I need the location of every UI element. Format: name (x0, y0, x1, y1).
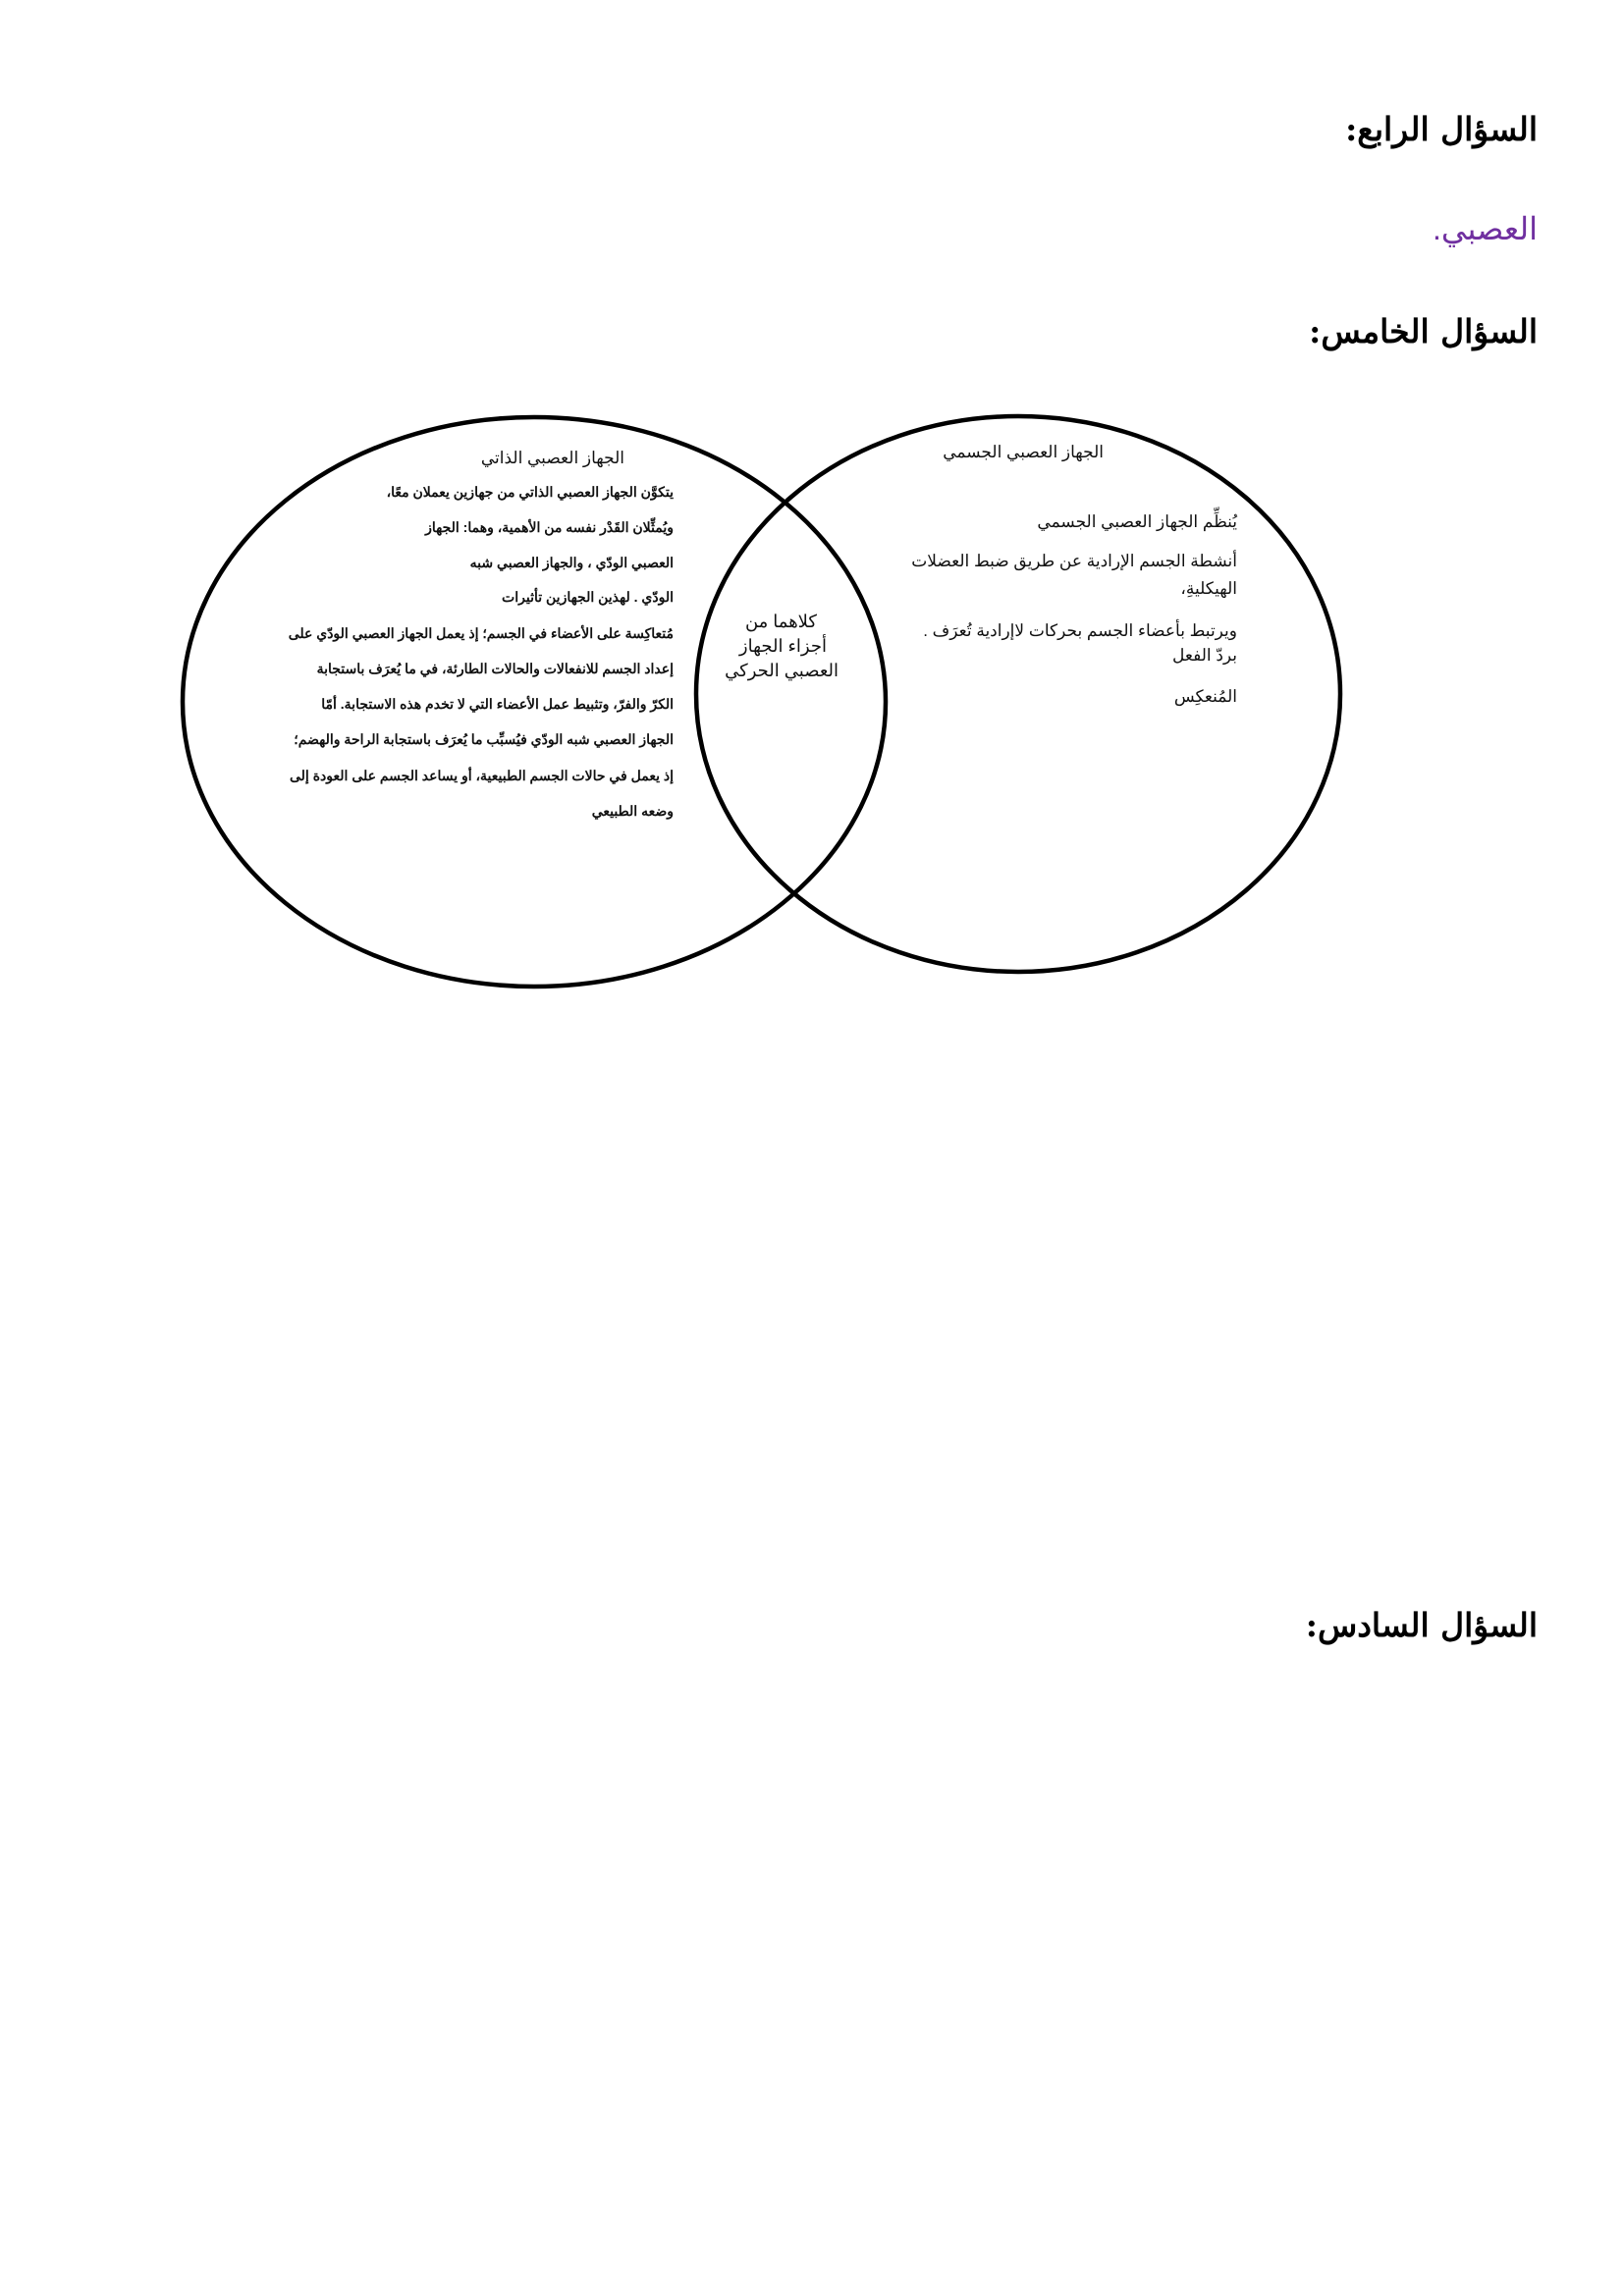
right-circle-line: بردّ الفعل (1172, 646, 1237, 665)
right-circle-line: أنشطة الجسم الإرادية عن طريق ضبط العضلات (911, 552, 1237, 570)
question-5-heading: السؤال الخامس: (1309, 312, 1538, 350)
right-circle-line: يُنظِّم الجهاز العصبي الجسمي (1037, 512, 1237, 531)
question-6-heading: السؤال السادس: (1305, 1606, 1538, 1644)
intersection-line: العصبي الحركي (725, 661, 839, 680)
right-circle (696, 416, 1340, 972)
right-circle-line: ويرتبط بأعضاء الجسم بحركات لاإرادية تُعرَف . (923, 621, 1237, 640)
left-circle-line: الكرّ والفرّ، وتثبيط عمل الأعضاء التي لا تخدم هذه الاستجابة. أمّا (321, 696, 674, 712)
left-circle-line: الودّي . لهذين الجهازين تأثيرات (502, 589, 674, 605)
right-circle-line: المُنعكِس (1173, 687, 1237, 706)
left-circle-line: إعداد الجسم للانفعالات والحالات الطارئة، في ما يُعرَف باستجابة (316, 661, 674, 676)
left-circle-line: ويُمثِّلان القَدْر نفسه من الأهمية، وهما: الجهاز (425, 519, 674, 535)
right-circle-line: الهيكليةِ، (1180, 579, 1237, 598)
question-4-answer: العصبي. (1432, 211, 1538, 246)
intersection-line: كلاهما من (744, 612, 817, 631)
left-circle-title: الجهاز العصبي الذاتي (480, 449, 624, 467)
intersection-line: أجزاء الجهاز (738, 636, 827, 656)
right-circle-title: الجهاز العصبي الجسمي (943, 443, 1104, 461)
left-circle-line: يتكوَّن الجهاز العصبي الذاتي من جهازين يعملان معًا، (386, 484, 674, 500)
left-circle-line: إذ يعمل في حالات الجسم الطبيعية، أو يساعد الجسم على العودة إلى (290, 768, 674, 783)
left-circle-line: مُتعاكِسة على الأعضاء في الجسم؛ إذ يعمل الجهاز العصبي الودّي على (288, 625, 674, 641)
left-circle-line: وضعه الطبيعي (591, 803, 674, 819)
question-4-heading: السؤال الرابع: (1345, 110, 1538, 148)
left-circle-line: العصبي الودّي ، والجهاز العصبي شبه (469, 555, 674, 570)
left-circle-line: الجهاز العصبي شبه الودّي فيُسبِّب ما يُعرَف باستجابة الراحة والهضم؛ (294, 731, 674, 747)
